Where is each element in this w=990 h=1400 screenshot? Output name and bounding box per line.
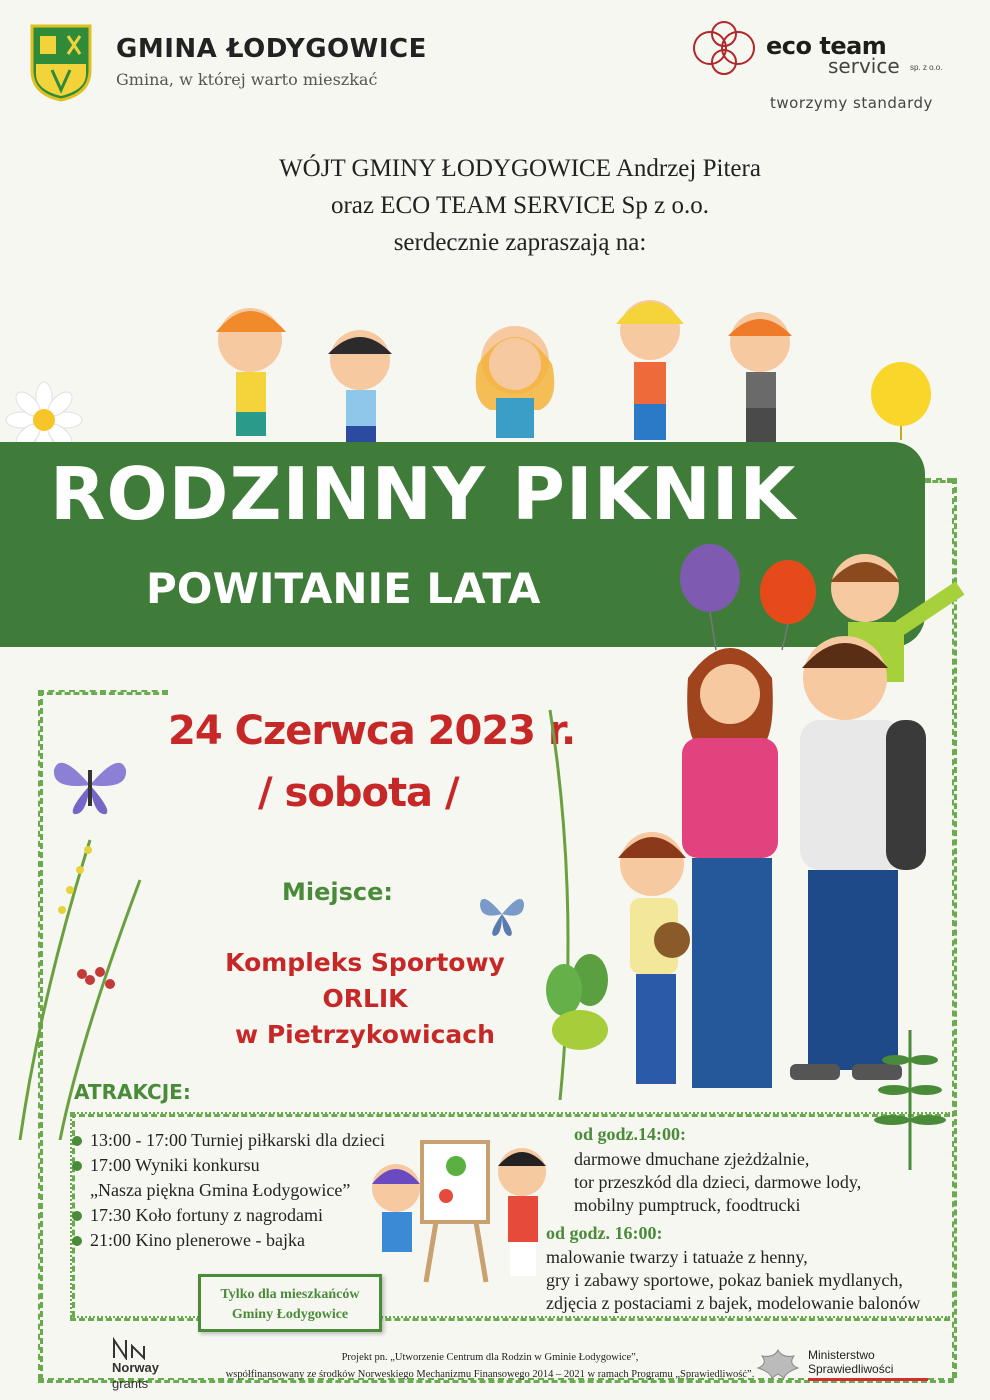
ministry-red-bar xyxy=(808,1378,928,1381)
norway-grants-logo-icon xyxy=(112,1336,152,1360)
list-item: 21:00 Kino plenerowe - bajka xyxy=(72,1228,385,1253)
list-item: 17:00 Wyniki konkursu „Nasza piękna Gmina Łodygowice” xyxy=(72,1153,385,1203)
eco-team-name: eco team xyxy=(766,32,887,60)
gmina-subtitle: Gmina, w której warto mieszkać xyxy=(116,70,378,89)
list-item: 13:00 - 17:00 Turniej piłkarski dla dzieci xyxy=(72,1128,385,1153)
invitation-line-1: WÓJT GMINY ŁODYGOWICE Andrzej Pitera xyxy=(279,155,761,182)
norway-grants-name: Norway xyxy=(112,1360,159,1375)
invitation-line-3: serdecznie zapraszają na: xyxy=(393,229,647,256)
eco-team-service: service xyxy=(828,54,900,78)
event-date: 24 Czerwca 2023 r. xyxy=(168,708,576,754)
project-info-line-2: współfinansowany ze środków Norweskiego Mechanizmu Finansowego 2014 – 2021 w ramach Programu „Sprawiedliwość”. xyxy=(225,1369,755,1380)
gmina-crest-logo xyxy=(30,24,92,102)
frame-border xyxy=(925,478,953,483)
project-info-line-1: Projekt pn. „Utworzenie Centrum dla Rodzin w Gminie Łodygowice”, xyxy=(341,1352,639,1363)
schedule-text-1400: darmowe dmuchane zjeżdżalnie, tor przeszkód dla dzieci, darmowe lody, mobilny pumptruck, foodtrucki xyxy=(574,1149,862,1215)
invitation-line-2: oraz ECO TEAM SERVICE Sp z o.o. xyxy=(330,192,710,219)
event-title: RODZINNY PIKNIK xyxy=(50,452,797,536)
ministry-name-1: Ministerstwo xyxy=(808,1348,875,1362)
schedule-text-1600: malowanie twarzy i tatuaże z henny, gry i zabawy sportowe, pokaz baniek mydlanych, zdjęcia z postaciami z bajek, modelowanie balonów xyxy=(546,1247,921,1313)
attractions-list xyxy=(72,1128,385,1253)
frame-border xyxy=(38,690,168,695)
bullet-icon xyxy=(72,1211,82,1221)
eagle-emblem-icon xyxy=(754,1346,802,1382)
eco-team-tagline: tworzymy standardy xyxy=(770,94,933,112)
schedule-heading-1600: od godz. 16:00: xyxy=(546,1223,663,1243)
yellow-balloon-illustration xyxy=(866,362,936,442)
eco-team-suffix: sp. z o.o. xyxy=(910,63,943,72)
painting-kids-illustration xyxy=(356,1136,566,1286)
ministry-name-2: Sprawiedliwości xyxy=(808,1362,894,1376)
attractions-border xyxy=(70,1112,950,1117)
norway-grants-sub: grants xyxy=(112,1376,149,1391)
schedule-heading-1400: od godz.14:00: xyxy=(574,1124,686,1144)
attractions-heading: ATRAKCJE: xyxy=(74,1080,191,1104)
bullet-icon xyxy=(72,1236,82,1246)
place-label: Miejsce: xyxy=(282,878,393,906)
residents-only-notice: Tylko dla mieszkańców Gminy Łodygowice xyxy=(198,1274,382,1332)
bullet-icon xyxy=(72,1136,82,1146)
list-item: 17:30 Koło fortuny z nagrodami xyxy=(72,1203,385,1228)
bullet-icon xyxy=(72,1161,82,1171)
gmina-title: GMINA ŁODYGOWICE xyxy=(116,34,427,64)
eco-team-logo-icon xyxy=(684,20,764,76)
place-line-2: ORLIK xyxy=(322,984,408,1013)
place-line-3: w Pietrzykowicach xyxy=(235,1020,495,1049)
family-illustration xyxy=(600,548,970,1098)
event-subtitle: POWITANIE LATA xyxy=(146,564,541,613)
place-line-1: Kompleks Sportowy xyxy=(225,948,505,977)
event-day: / sobota / xyxy=(258,770,459,816)
